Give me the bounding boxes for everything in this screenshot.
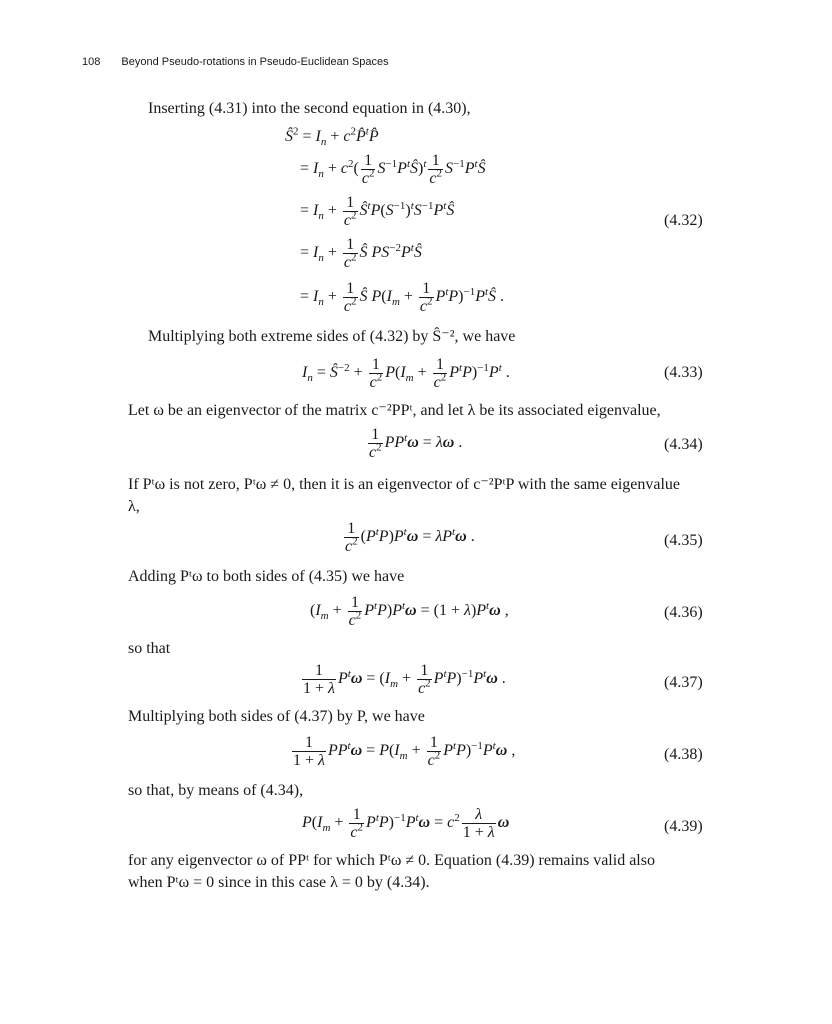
paragraph-6: so that xyxy=(128,640,171,657)
page-number: 108 xyxy=(82,56,101,68)
equation-number: (4.33) xyxy=(664,364,703,381)
equation-number: (4.34) xyxy=(664,436,703,453)
equation-number: (4.39) xyxy=(664,818,703,835)
equation-4-36: ($I_m$ + $\frac{1}{c^2}$ $P^tP)P^t\omega = (1 + \lambda)P^t\omega$ , xyxy=(310,594,509,629)
equation-4-33: $I_n$ = $Ŝ^{-2}$ + $\frac{1}{c^2}$ $P(I_m$ + $\frac{1}{c^2}$ $P^tP)^{-1}P^t$ . xyxy=(302,356,510,391)
equation-4-37: $\frac{1}{1 + \lambda}$ $P^t\omega = (I_m$ + $\frac{1}{c^2}$ $P^tP)^{-1}P^t\omega$ . xyxy=(303,662,506,697)
paragraph-4-line-2: λ, xyxy=(128,498,140,515)
equation-number: (4.37) xyxy=(664,674,703,691)
equation-4-34: $\frac{1}{c^2}$ $PP^t\omega = \lambda\omega$ . xyxy=(369,426,463,461)
paragraph-3: Let ω be an eigenvector of the matrix c⁻²PPᵗ, and let λ be its associated eigenvalue, xyxy=(128,402,661,419)
paragraph-9-line-1: for any eigenvector ω of PPᵗ for which Pᵗω ≠ 0. Equation (4.39) remains valid also xyxy=(128,852,655,869)
paragraph-1: Inserting (4.31) into the second equation in (4.30), xyxy=(148,100,471,117)
equation-number: (4.36) xyxy=(664,604,703,621)
running-title: Beyond Pseudo-rotations in Pseudo-Euclidean Spaces xyxy=(121,56,389,68)
paragraph-4-line-1: If Pᵗω is not zero, Pᵗω ≠ 0, then it is an eigenvector of c⁻²PᵗP with the same eigenvalue xyxy=(128,476,681,493)
paragraph-2: Multiplying both extreme sides of (4.32) by Ŝ⁻², we have xyxy=(148,328,516,345)
paragraph-5: Adding Pᵗω to both sides of (4.35) we have xyxy=(128,568,405,585)
equation-4-35: $\frac{1}{c^2}$ $(P^tP)P^t\omega = \lambda P^t\omega$ . xyxy=(345,520,475,555)
equation-number: (4.35) xyxy=(664,532,703,549)
paragraph-7: Multiplying both sides of (4.37) by P, we have xyxy=(128,708,425,725)
equation-4-39: $P(I_m$ + $\frac{1}{c^2}$ $P^tP)^{-1}P^t\omega = c^2$ $\frac{\lambda}{1 + \lambda}$ ω xyxy=(302,806,510,841)
equation-4-38: $\frac{1}{1 + \lambda}$ $PP^t\omega = P(I_m$ + $\frac{1}{c^2}$ $P^tP)^{-1}P^t\omega$ , xyxy=(293,734,516,769)
paragraph-8: so that, by means of (4.34), xyxy=(128,782,304,799)
running-header xyxy=(82,56,389,68)
equation-number: (4.32) xyxy=(664,212,703,229)
equation-number: (4.38) xyxy=(664,746,703,763)
paragraph-9-line-2: when Pᵗω = 0 since in this case λ = 0 by (4.34). xyxy=(128,874,430,891)
